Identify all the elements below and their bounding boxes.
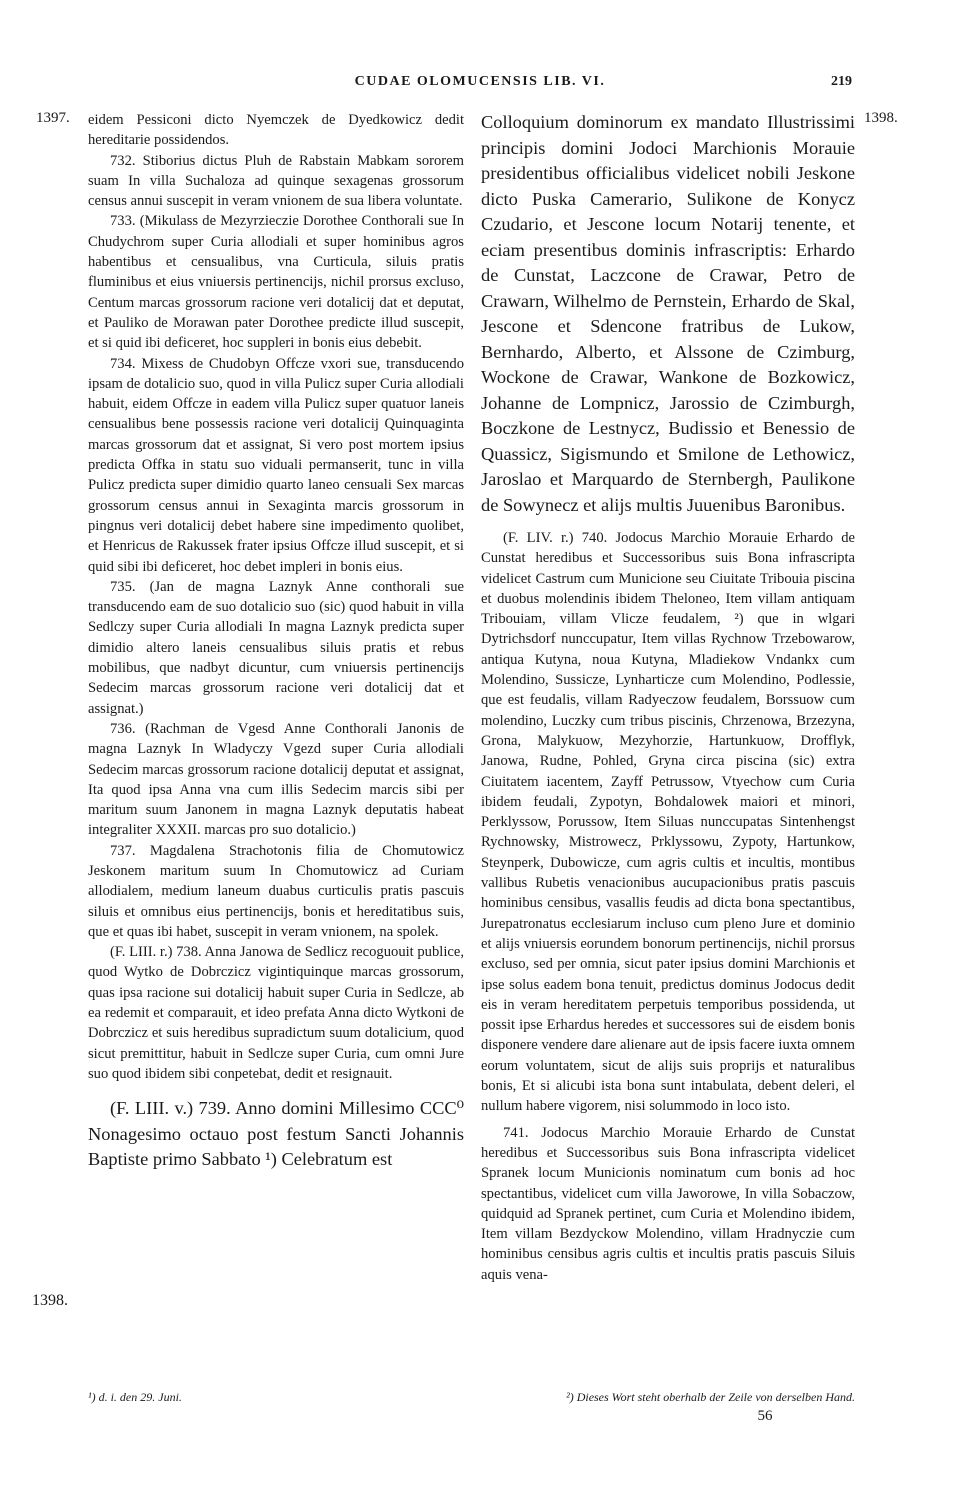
paragraph: 736. (Rachman de Vgesd Anne Conthorali Janonis de magna Laznyk In Wladyczy Vgezd super Curia allodiali Sedecim marcas grossorum racione dotalicij deputat et assignat, Ita quod ipsa Anna vna cum illis Sedecim marcis sibi per maritum suum Janonem in magna Laznyk deputatis habeat integraliter XXXII. marcas pro suo dotalicio.) — [88, 720, 464, 839]
right-column — [481, 110, 855, 1285]
margin-year: 1397. — [36, 110, 70, 126]
paragraph-large: (F. LIII. v.) 739. Anno domini Millesimo CCC⁰ Nonagesimo octauo post festum Sancti Johannis Baptiste primo Sabbato ¹) Celebratum est — [88, 1098, 464, 1170]
paragraph: 741. Jodocus Marchio Morauie Erhardo de Cunstat heredibus et Successoribus suis Bona infrascripta videlicet Spranek locum Municionis nominatum cum bonis ad hoc spectantibus, videlicet cum villa Jaworowe, In villa Sobaczow, quidquid ad Spranek pertinet, cum Curia et Molendino ibidem, Item villam Bezdyckow Molendino, villam Hradnyczie cum hominibus censibus agris cultis et incultis pratis pascuis Siluis aquis vena- — [481, 1124, 855, 1283]
footnote: ²) Dieses Wort steht oberhalb der Zeile von derselben Hand. — [566, 1390, 855, 1404]
paragraph: eidem Pessiconi dicto Nyemczek de Dyedkowicz dedit hereditarie possidendos. — [88, 112, 464, 149]
paragraph: 732. Stiborius dictus Pluh de Rabstain Mabkam sororem suam In villa Suchaloza ad quinque sexagenas grossorum census annui suscepit in veram vnionem de sua libera voluntate. — [88, 152, 464, 210]
margin-year: 1398. — [32, 1292, 68, 1309]
paragraph: 733. (Mikulass de Mezyrzieczie Dorothee Conthorali sue In Chudychrom super Curia allodiali et super hominibus agros habentibus et censualibus, vna Curticula, siluis pratis fluminibus et eius vniuersis pertinencijs, nichil prorsus excluso, Centum marcas grossorum racione veri dotalicij dat et deputat, et Pauliko de Morawan pater Dorothee predicte illud suscepit, et si quid ibi deficeret, hoc suppleri in bonis eius debebit. — [88, 213, 464, 352]
running-title: CUDAE OLOMUCENSIS LIB. VI. — [354, 74, 606, 89]
paragraph: 734. Mixess de Chudobyn Offcze vxori sue, transducendo ipsam de dotalicio suo, quod in villa Pulicz super Curia allodiali habuit, eidem Offcze in eadem villa Pulicz super quatuor laneis censualibus bene possessis racione veri dotalicij Quinquaginta marcas grossorum dat et assignat, Si vero post mortem ipsius predicta Offka in statu suo viduali permanserit, tunc in villa Pulicz predicta super dimidio quarto laneo censuali Sex marcas grossorum census annui in Sexaginta marcis grossorum in pingnus veri dotalicij debet habere sine impedimento quolibet, et Henricus de Rakussek frater ipsius Offcze illud suscepit, et si quid sibi ibi deficeret, hoc debet impleri in bonis eius. — [88, 355, 464, 575]
page-header — [0, 74, 960, 98]
paragraph-large: Colloquium dominorum ex mandato Illustrissimi principis domini Jodoci Marchionis Morauie presidentibus officialibus videlicet nobili Jeskone dicto Puska Camerario, Sulikone de Konycz Czudario, et Jescone locum Notarij tenente, et eciam presentibus dominis infrascriptis: Erhardo de Cunstat, Laczcone de Crawar, Petro de Crawarn, Wilhelmo de Pernstein, Erhardo de Skal, Jescone et Sdencone fratribus de Lukow, Bernhardo, Alberto, et Alssone de Czimburg, Wockone de Crawar, Wankone de Bozkowicz, Johanne de Lompnicz, Jarossio de Czimburgh, Boczkone de Lestnycz, Budissio et Benessio de Quassicz, Sigismundo et Smilone de Lethowicz, Jaroslao et Marquardo de Sternbergh, Paulikone de Sowynecz et alijs multis Juuenibus Baronibus. — [481, 112, 855, 515]
left-column — [88, 110, 464, 1173]
signature-mark: 56 — [757, 1408, 773, 1424]
paragraph: 737. Magdalena Strachotonis filia de Chomutowicz Jeskonem maritum suum In Chomutowicz ad Curiam allodialem, medium laneum duabus curticulis pratis pascuis siluis et omnibus eius pertinencijs, bonis et hereditatibus suis, que et quas ibi habet, suscepit in veram vnionem, na spolek. — [88, 842, 464, 940]
paragraph: (F. LIII. r.) 738. Anna Janowa de Sedlicz recoguouit publice, quod Wytko de Dobrczicz vigintiquinque marcas grossorum, quas ipsa racione sui dotalicij habuit super Curia in Sedlcze, ab ea redemit et comparauit, et ideo prefata Anna dicto Wytkoni de Dobrczicz et suis heredibus supradictum suum dotalicium, quod sicut premittitur, habuit in Sedlcze super Curia, cum omni Jure suo quod ibidem sibi conpetebat, dedit et resignauit. — [88, 944, 464, 1082]
paragraph: 735. (Jan de magna Laznyk Anne conthorali sue transducendo eam de suo dotalicio suo (sic) quod habuit in villa Sedlczy super Curia allodiali In magna Laznyk predicta super dimidio altero laneis censualibus siluis pratis et rebus mobilibus, que nadbyt dicuntur, cum vniuersis pertinencijs Sedecim marcas grossorum racione veri dotalicij dat et assignat.) — [88, 578, 464, 717]
footnote: ¹) d. i. den 29. Juni. — [88, 1390, 182, 1404]
page-number: 219 — [831, 74, 852, 89]
margin-year: 1398. — [864, 110, 898, 126]
paragraph: (F. LIV. r.) 740. Jodocus Marchio Morauie Erhardo de Cunstat heredibus et Successoribus suis Bona infrascripta videlicet Castrum cum Municione seu Ciuitate Tribouia piscina et duobus molendinis ibidem Theloneo, Item villam antiquam Tribouiam, villam Vlicze feudalem, ²) que in wlgari Dytrichsdorf nunccupatur, Item villas Rychnow Trzebowarow, antiqua Kutyna, noua Kutyna, Mladiekow Vndankx cum Molendino, Sussicze, Lynharticze cum Molendino, Podlessie, que est feudalis, villam Radyeczow feudalem, Borssuow cum molendino, Luczky cum tribus piscinis, Chrzenowa, Brzezyna, Grona, Malykuow, Mezyhorzie, Hartunkuow, Drofflyk, Janowa, Rudne, Pohled, Gryna circa piscina (sic) extra Ciuitatem iacentem, Zayff Petrussow, Vtyechow cum Curia ibidem feudali, Zypotyn, Bohdalowek maiori et minori, Perklyssow, Porussow, Item Siluas nunccupatas Sintenhengst Rychnowsky, Mistrowecz, Prklyssowu, Zypoty, Hartunkow, Steynperk, Dubowicze, cum agris cultis et incultis, montibus vallibus Rubetis venacionibus aucupacionibus pratis pascuis hominibus censibus, vasallis feudis ad dicta bona spectantibus, Jurepatronatus ecclesiarum incluso cum pleno Jure et dominio et alijs vniuersis eorundem bonorum pertinencijs, nichil prorsus excluso, sed per omnia, sicut pater ipsius domini Marchionis et ipse solus eadem bona tenuit, predictus dominus Jodocus dedit eis in veram hereditatem perpetuis temporibus possidenda, ut possit ipse Erhardus heredes et successores sui de eisdem bonis disponere vendere dare alienare aut de ipsis facere iuxta omnem eorum voluntatem, sicut de alijs suis proprijs et naturalibus bonis, Et si alicubi ista bona sunt intabulata, debent deleri, el nullum habere vigorem, nisi solummodo in loco isto. — [481, 530, 855, 1115]
